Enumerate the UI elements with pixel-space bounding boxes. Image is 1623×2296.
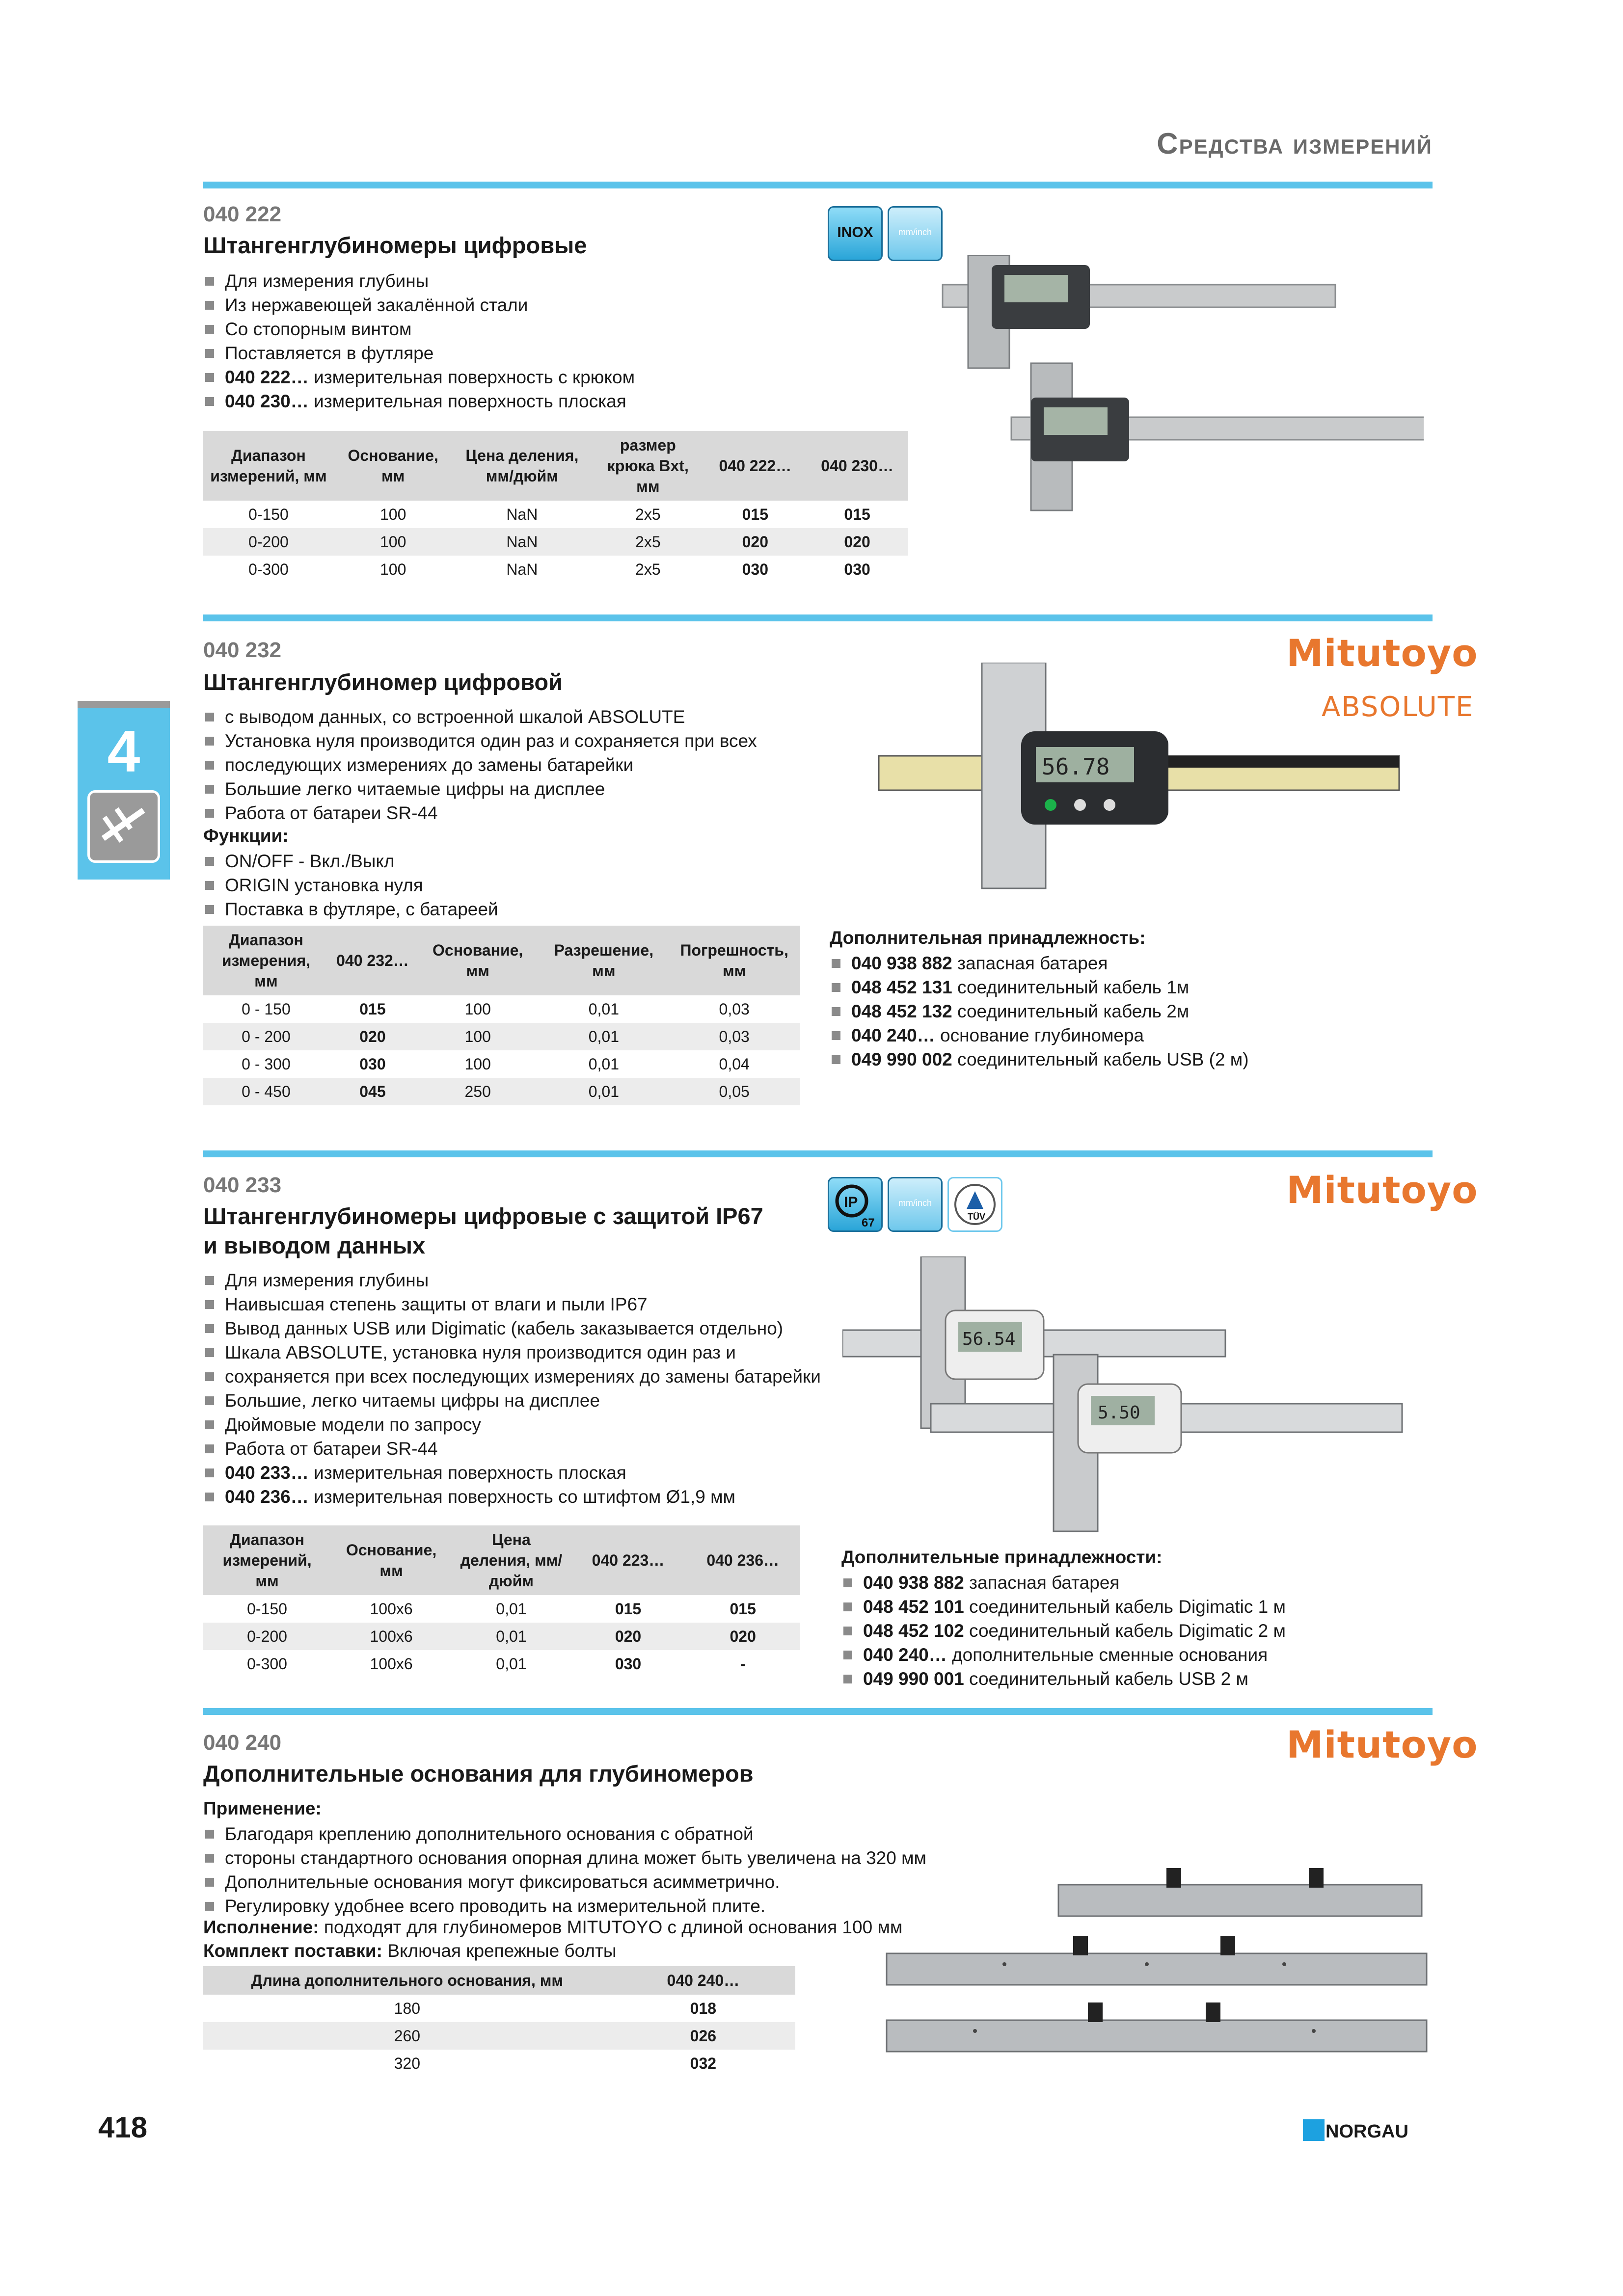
list-item: Из нержавеющей закалённой стали [203,293,635,317]
section-divider [203,1150,1433,1157]
table-header: 040 230… [806,431,908,501]
accessories-list [830,951,1249,1071]
section-divider [203,182,1433,188]
execution-line: Исполнение: подходят для глубиномеров MITUTOYO с длиной основания 100 мм [203,1917,903,1937]
functions-label: Функции: [203,826,289,846]
tuv-badge [947,1177,1002,1232]
table-row: 0-300 100x6 0,01 030 - [247,1655,746,1673]
spec-table [203,926,800,1105]
spec-table [203,1966,795,2077]
list-item: 040 236… измерительная поверхность со штифтом Ø1,9 мм [203,1485,821,1509]
list-item: 040 233… измерительная поверхность плоская [203,1461,821,1485]
table-header: Длина дополнительного основания, мм [203,1966,611,1995]
extension-bases-image [882,1855,1432,2061]
ip67-badge [828,1177,883,1232]
mm-inch-badge: mm/inch [888,1177,943,1232]
page-number: 418 [98,2111,148,2144]
list-item: Благодаря креплению дополнительного основания с обратной [203,1822,926,1846]
table-row: 0 - 300 030 100 0,01 0,04 [242,1055,750,1073]
table-row: 0 - 200 020 100 0,01 0,03 [203,1023,800,1050]
section-code: 040 232 [203,638,282,662]
table-row: 0-200 100x6 0,01 020 020 [203,1623,800,1650]
list-item: Регулировку удобнее всего проводить на измерительной плите. [203,1894,926,1918]
list-item: 040 938 882 запасная батарея [841,1571,1286,1595]
list-item: Со стопорным винтом [203,317,635,341]
list-item: 048 452 102 соединительный кабель Digimatic 2 м [841,1619,1286,1643]
ip67-depth-gauge-image [842,1256,1417,1551]
list-item: Работа от батареи SR-44 [203,801,757,825]
list-item: 049 990 001 соединительный кабель USB 2 м [841,1667,1286,1691]
section-title: Штангенглубиномеры цифровые с защитой IP67 [203,1203,763,1229]
list-item: 048 452 131 соединительный кабель 1м [830,975,1249,999]
section-divider [203,1708,1433,1715]
list-item: с выводом данных, со встроенной шкалой ABSOLUTE [203,705,757,729]
list-item: 040 230… измерительная поверхность плоская [203,389,635,413]
table-header: Диапазон измерений, мм [203,431,334,501]
list-item: 048 452 132 соединительный кабель 2м [830,999,1249,1023]
list-item: стороны стандартного основания опорная длина может быть увеличена на 320 мм [203,1846,926,1870]
table-row: 0-150 100x6 0,01 015 015 [247,1600,756,1618]
table-header: Диапазон измерений, мм [203,1525,331,1595]
list-item: Шкала ABSOLUTE, установка нуля производится один раз и [203,1340,821,1364]
feature-list [203,269,635,413]
lcd-reading-2: 5.50 [1098,1403,1140,1423]
mitutoyo-logo: Mitutoyo [1286,1723,1478,1766]
caliper-icon [87,790,160,863]
section-code: 040 222 [203,202,282,226]
table-header: 040 240… [611,1966,795,1995]
feature-list [203,705,757,825]
mitutoyo-logo: Mitutoyo [1286,631,1478,675]
list-item: сохраняется при всех последующих измерениях до замены батарейки [203,1364,821,1388]
spec-table [203,431,908,583]
table-row: 0-200 100 NaN 2x5 020 020 [203,528,908,556]
table-header: Цена деления, мм/дюйм [452,1525,571,1595]
accessories-title: Дополнительные принадлежности: [841,1547,1163,1567]
list-item: Вывод данных USB или Digimatic (кабель заказывается отдельно) [203,1316,821,1340]
list-item: Большие, легко читаемы цифры на дисплее [203,1388,821,1413]
section-divider [203,614,1433,621]
depth-gauge-image [933,255,1424,520]
section-title-line2: и выводом данных [203,1232,426,1258]
list-item: Наивысшая степень защиты от влаги и пыли IP67 [203,1292,821,1316]
list-item: Дополнительные основания могут фиксироваться асимметрично. [203,1870,926,1894]
svg-text:TÜV: TÜV [968,1212,985,1222]
chapter-tab[interactable] [78,701,170,880]
list-item: 048 452 101 соединительный кабель Digimatic 1 м [841,1595,1286,1619]
section-title: Дополнительные основания для глубиномеров [203,1761,754,1787]
functions-list [203,849,498,921]
lcd-reading-1: 56.54 [962,1329,1016,1349]
mm-inch-badge: mm/inch [888,206,943,261]
list-item: Установка нуля производится один раз и сохраняется при всех [203,729,757,753]
list-item: Большие легко читаемые цифры на дисплее [203,777,757,801]
table-header: Основание, мм [331,1525,452,1595]
table-header: Основание, мм [334,431,453,501]
list-item: Для измерения глубины [203,1268,821,1292]
table-row: 260 026 [203,2022,795,2050]
table-row: 0-150 100 NaN 2x5 015 015 [248,505,870,523]
list-item: 049 990 002 соединительный кабель USB (2 м) [830,1047,1249,1071]
table-row: 180 018 [394,1999,717,2017]
chapter-number: 4 [107,719,140,784]
table-header: Основание, мм [416,926,539,995]
table-row: 320 032 [394,2054,717,2072]
list-item: 040 222… измерительная поверхность с крюком [203,365,635,389]
absolute-logo: ABSOLUTE [1322,691,1474,723]
table-row: 0 - 450 045 250 0,01 0,05 [203,1078,800,1105]
table-row: 0 - 150 015 100 0,01 0,03 [242,1000,750,1018]
mitutoyo-depth-gauge-image [874,663,1404,893]
mitutoyo-logo: Mitutoyo [1286,1168,1478,1212]
svg-text:IP: IP [844,1194,858,1210]
list-item: ORIGIN установка нуля [203,873,498,897]
list-item: последующих измерениях до замены батарейки [203,753,757,777]
section-code: 040 240 [203,1731,282,1755]
list-item: ON/OFF - Вкл./Выкл [203,849,498,873]
table-header: Погрешность, мм [668,926,800,995]
page-header-title: Средства измерений [1157,127,1433,160]
feature-list [203,1268,821,1509]
svg-text:67: 67 [862,1216,875,1229]
table-header: 040 232… [329,926,416,995]
section-title: Штангенглубиномеры цифровые [203,232,587,258]
kit-line: Комплект поставки: Включая крепежные болты [203,1941,617,1961]
norgau-logo-mark [1303,2119,1325,2141]
table-header: Разрешение, мм [539,926,668,995]
table-header: 040 223… [571,1525,686,1595]
inox-badge: INOX [828,206,883,261]
application-label: Применение: [203,1798,322,1818]
list-item: Поставляется в футляре [203,341,635,365]
application-list [203,1822,926,1918]
accessories-list [841,1571,1286,1691]
table-header: 040 222… [704,431,806,501]
section-code: 040 233 [203,1173,282,1197]
list-item: 040 240… дополнительные сменные основания [841,1643,1286,1667]
accessories-title: Дополнительная принадлежность: [830,928,1146,948]
section-title: Штангенглубиномер цифровой [203,669,563,695]
lcd-reading: 56.78 [1042,753,1110,780]
table-header: размер крюка Bxt, мм [592,431,704,501]
list-item: 040 240… основание глубиномера [830,1023,1249,1047]
table-header: Диапазон измерения, мм [203,926,329,995]
list-item: Дюймовые модели по запросу [203,1413,821,1437]
list-item: Для измерения глубины [203,269,635,293]
list-item: 040 938 882 запасная батарея [830,951,1249,975]
list-item: Поставка в футляре, с батареей [203,897,498,921]
table-header: 040 236… [685,1525,800,1595]
spec-table [203,1525,800,1678]
table-row: 0-300 100 NaN 2x5 030 030 [248,560,870,578]
table-header: Цена деления, мм/дюйм [453,431,592,501]
norgau-logo: NORGAU [1325,2121,1408,2142]
list-item: Работа от батареи SR-44 [203,1437,821,1461]
